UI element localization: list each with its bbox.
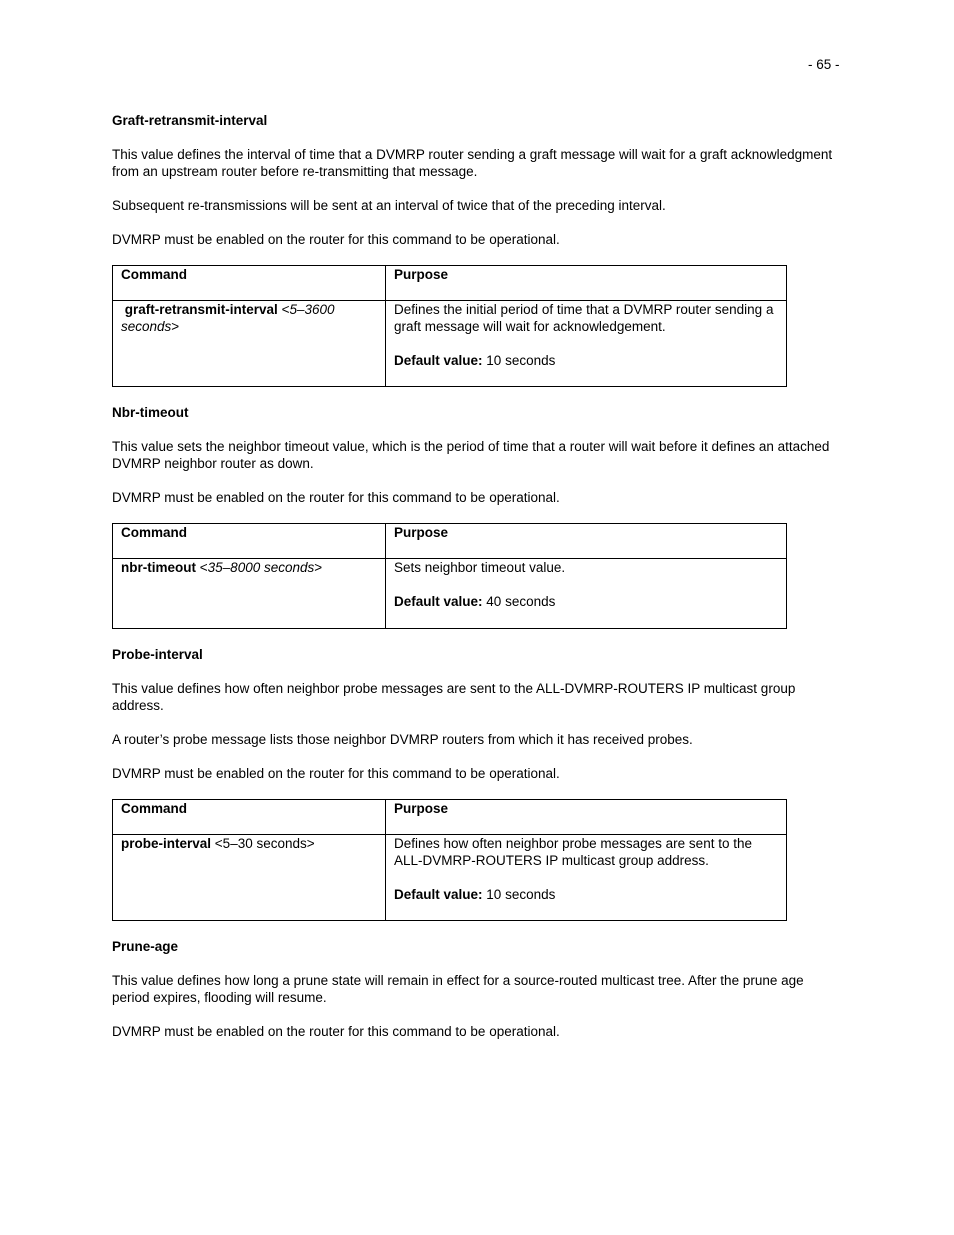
header-command: Command — [113, 800, 386, 835]
command-arg: <5–30 seconds> — [214, 836, 315, 851]
section-prune-age — [112, 938, 842, 1040]
header-command: Command — [113, 266, 386, 301]
purpose-cell — [386, 559, 787, 629]
section-probe-interval — [112, 646, 842, 921]
purpose-text: Defines how often neighbor probe messages are sent to the ALL-DVMRP-ROUTERS IP multicast group address. — [394, 836, 752, 868]
command-table — [112, 799, 787, 921]
header-purpose: Purpose — [386, 266, 787, 301]
paragraph: A router’s probe message lists those neighbor DVMRP routers from which it has received probes. — [112, 732, 693, 747]
paragraph: This value sets the neighbor timeout value, which is the period of time that a router will wait before it defines an attached DVMRP neighbor router as down. — [112, 439, 830, 471]
header-command: Command — [113, 524, 386, 559]
command-cell — [113, 559, 386, 629]
command-table — [112, 265, 787, 387]
command-name: nbr-timeout — [121, 560, 196, 575]
section-heading: Probe-interval — [112, 647, 203, 662]
paragraph: This value defines the interval of time that a DVMRP router sending a graft message will wait for a graft acknowledgment from an upstream router before re-transmitting that message. — [112, 147, 833, 179]
section-graft-retransmit-interval — [112, 112, 842, 387]
command-arg-open: < — [281, 302, 290, 317]
default-label: Default value: — [394, 887, 483, 902]
command-cell — [113, 301, 386, 387]
paragraph: This value defines how long a prune state will remain in effect for a source-routed multicast tree. After the prune age period expires, flooding will resume. — [112, 973, 804, 1005]
command-name: probe-interval — [121, 836, 212, 851]
section-heading: Nbr-timeout — [112, 405, 189, 420]
purpose-text: Defines the initial period of time that a DVMRP router sending a graft message will wait for acknowledgement. — [394, 302, 774, 334]
default-label: Default value: — [394, 353, 483, 368]
table-header-row — [113, 266, 787, 301]
page-number: - 65 - — [808, 57, 840, 72]
command-cell — [113, 835, 386, 921]
paragraph: This value defines how often neighbor probe messages are sent to the ALL-DVMRP-ROUTERS IP multicast group address. — [112, 681, 796, 713]
table-header-row — [113, 524, 787, 559]
table-row — [113, 301, 787, 387]
section-heading: Prune-age — [112, 939, 179, 954]
paragraph: DVMRP must be enabled on the router for this command to be operational. — [112, 232, 560, 247]
default-label: Default value: — [394, 594, 483, 609]
purpose-cell — [386, 835, 787, 921]
command-name: graft-retransmit-interval — [124, 302, 278, 317]
command-arg: 35–8000 seconds — [207, 560, 315, 575]
default-value: 40 seconds — [486, 594, 556, 609]
purpose-cell — [386, 301, 787, 387]
section-heading: Graft-retransmit-interval — [112, 113, 268, 128]
table-row — [113, 835, 787, 921]
document-body — [112, 112, 842, 1057]
default-value: 10 seconds — [486, 887, 556, 902]
command-table — [112, 523, 787, 629]
paragraph: DVMRP must be enabled on the router for this command to be operational. — [112, 766, 560, 781]
command-arg-close: > — [314, 560, 323, 575]
header-purpose: Purpose — [386, 524, 787, 559]
command-arg-close: > — [171, 319, 180, 334]
paragraph: DVMRP must be enabled on the router for this command to be operational. — [112, 490, 560, 505]
command-arg: 5–3600 seconds — [121, 302, 335, 334]
table-row — [113, 559, 787, 629]
header-purpose: Purpose — [386, 800, 787, 835]
command-arg-open: < — [199, 560, 208, 575]
default-value: 10 seconds — [486, 353, 556, 368]
paragraph: DVMRP must be enabled on the router for this command to be operational. — [112, 1024, 560, 1039]
purpose-text: Sets neighbor timeout value. — [394, 560, 566, 575]
paragraph: Subsequent re-transmissions will be sent at an interval of twice that of the preceding interval. — [112, 198, 666, 213]
table-header-row — [113, 800, 787, 835]
section-nbr-timeout — [112, 404, 842, 629]
